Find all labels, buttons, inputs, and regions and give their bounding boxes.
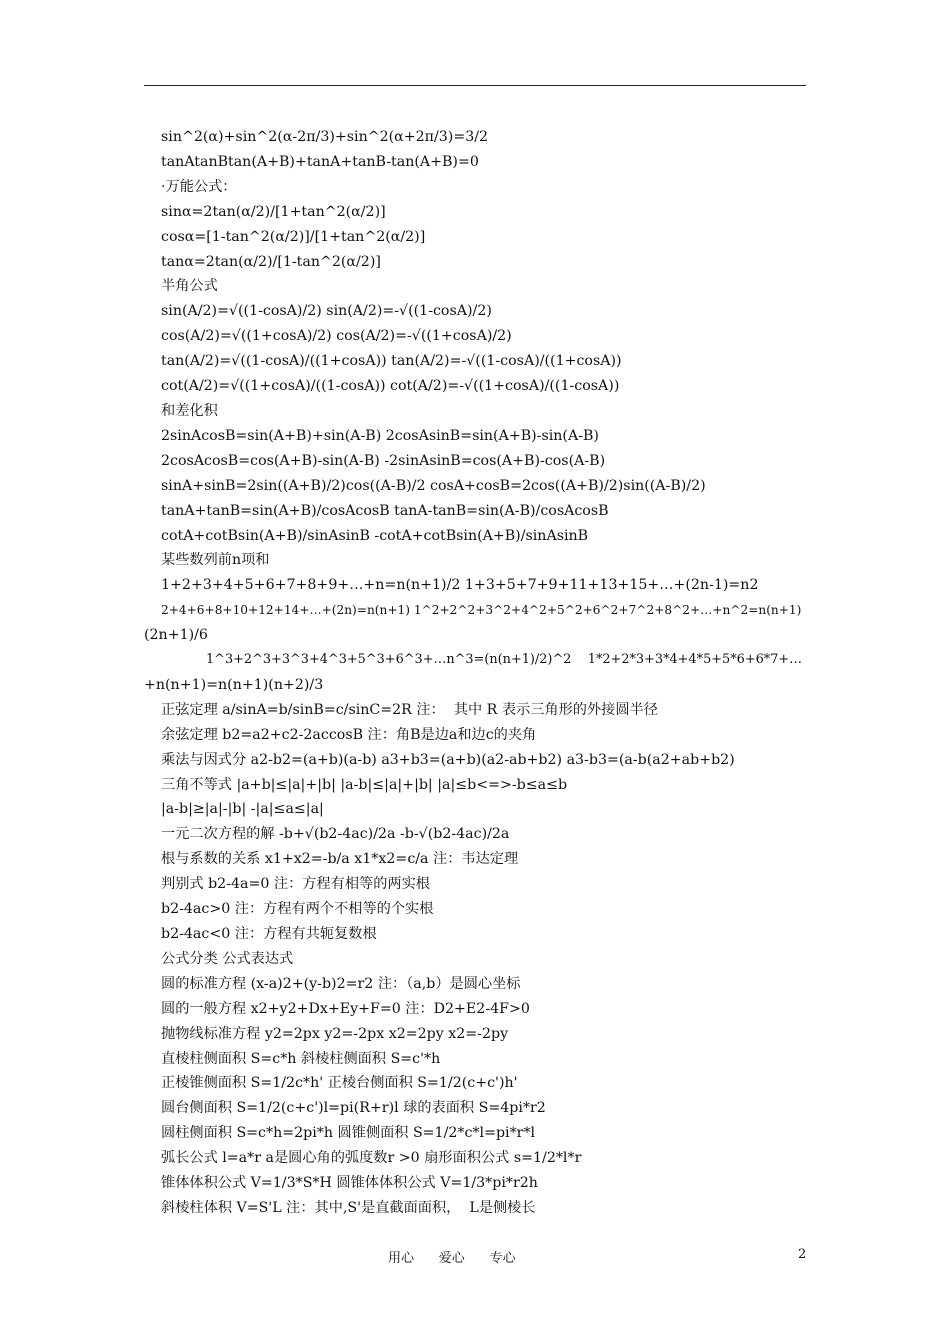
formula-line: cos(A/2)=√((1+cosA)/2) cos(A/2)=-√((1+cosA)/2) <box>161 328 512 345</box>
header-rule <box>144 85 806 86</box>
formula-line: 正棱锥侧面积 S=1/2c*h' 正棱台侧面积 S=1/2(c+c')h' <box>161 1075 518 1092</box>
formula-line: cot(A/2)=√((1+cosA)/((1-cosA)) cot(A/2)=-√((1+cosA)/((1-cosA)) <box>161 378 620 395</box>
formula-line-wrapped-start: 1^3+2^3+3^3+4^3+5^3+6^3+…n^3=(n(n+1)/2)^2 1*2+2*3+3*4+4*5+5*6+6*7+… <box>206 652 803 668</box>
formula-line: 正弦定理 a/sinA=b/sinB=c/sinC=2R 注： 其中 R 表示三角形的外接圆半径 <box>161 701 658 718</box>
formula-line-wrapped-start: 2+4+6+8+10+12+14+…+(2n)=n(n+1) 1^2+2^2+3^2+4^2+5^2+6^2+7^2+8^2+…+n^2=n(n+1) <box>161 603 802 618</box>
section-heading: ·万能公式： <box>161 178 237 195</box>
page-number: 2 <box>798 1247 807 1262</box>
formula-line: 判别式 b2-4a=0 注：方程有相等的两实根 <box>161 876 430 893</box>
formula-line: b2-4ac>0 注：方程有两个不相等的个实根 <box>161 901 434 918</box>
document-body <box>144 125 808 1221</box>
footer-motto: 用心 爱心 专心 <box>388 1251 516 1266</box>
formula-line: 圆台侧面积 S=1/2(c+c')l=pi(R+r)l 球的表面积 S=4pi*r2 <box>161 1100 546 1117</box>
section-heading: 和差化积 <box>161 402 218 419</box>
formula-line: sinA+sinB=2sin((A+B)/2)cos((A-B)/2 cosA+cosB=2cos((A+B)/2)sin((A-B)/2) <box>161 477 706 494</box>
formula-line-wrapped-end: +n(n+1)=n(n+1)(n+2)/3 <box>144 676 324 693</box>
section-heading: 半角公式 <box>161 278 218 295</box>
formula-line: 公式分类 公式表达式 <box>161 950 294 967</box>
formula-line: 圆的标准方程 (x-a)2+(y-b)2=r2 注：（a,b）是圆心坐标 <box>161 975 521 992</box>
formula-line: 斜棱柱体积 V=S'L 注：其中,S'是直截面面积， L是侧棱长 <box>161 1199 536 1216</box>
formula-line: 根与系数的关系 x1+x2=-b/a x1*x2=c/a 注：韦达定理 <box>161 851 519 868</box>
formula-line: |a-b|≥|a|-|b| -|a|≤a≤|a| <box>161 801 324 818</box>
formula-line: 圆的一般方程 x2+y2+Dx+Ey+F=0 注：D2+E2-4F>0 <box>161 1000 530 1017</box>
formula-line: 锥体体积公式 V=1/3*S*H 圆锥体体积公式 V=1/3*pi*r2h <box>161 1175 538 1192</box>
formula-line: sin^2(α)+sin^2(α-2π/3)+sin^2(α+2π/3)=3/2 <box>161 129 489 145</box>
formula-line: 2sinAcosB=sin(A+B)+sin(A-B) 2cosAsinB=sin(A+B)-sin(A-B) <box>161 427 599 444</box>
formula-line: 三角不等式 |a+b|≤|a|+|b| |a-b|≤|a|+|b| |a|≤b<=>-b≤a≤b <box>161 776 568 793</box>
formula-line: 2cosAcosB=cos(A+B)-sin(A-B) -2sinAsinB=cos(A+B)-cos(A-B) <box>161 452 606 469</box>
formula-line: 圆柱侧面积 S=c*h=2pi*h 圆锥侧面积 S=1/2*c*l=pi*r*l <box>161 1125 536 1142</box>
formula-line: 抛物线标准方程 y2=2px y2=-2px x2=2py x2=-2py <box>161 1025 509 1042</box>
formula-line: tanα=2tan(α/2)/[1-tan^2(α/2)] <box>161 253 381 270</box>
formula-line: cotA+cotBsin(A+B)/sinAsinB -cotA+cotBsin(A+B)/sinAsinB <box>161 527 589 544</box>
formula-line: cosα=[1-tan^2(α/2)]/[1+tan^2(α/2)] <box>161 228 426 245</box>
formula-line: 直棱柱侧面积 S=c*h 斜棱柱侧面积 S=c'*h <box>161 1050 441 1067</box>
formula-line: 余弦定理 b2=a2+c2-2accosB 注：角B是边a和边c的夹角 <box>161 726 537 743</box>
formula-line: tanA+tanB=sin(A+B)/cosAcosB tanA-tanB=sin(A-B)/cosAcosB <box>161 502 609 519</box>
formula-line: 一元二次方程的解 -b+√(b2-4ac)/2a -b-√(b2-4ac)/2a <box>161 826 510 843</box>
formula-line: tanAtanBtan(A+B)+tanA+tanB-tan(A+B)=0 <box>161 153 479 170</box>
formula-line: 乘法与因式分 a2-b2=(a+b)(a-b) a3+b3=(a+b)(a2-ab+b2) a3-b3=(a-b(a2+ab+b2) <box>161 751 735 768</box>
formula-line: b2-4ac<0 注：方程有共轭复数根 <box>161 926 377 942</box>
formula-line: 弧长公式 l=a*r a是圆心角的弧度数r >0 扇形面积公式 s=1/2*l*r <box>161 1150 582 1167</box>
formula-line-wrapped-end: (2n+1)/6 <box>144 627 208 644</box>
formula-line: sinα=2tan(α/2)/[1+tan^2(α/2)] <box>161 203 386 220</box>
formula-line: 1+2+3+4+5+6+7+8+9+…+n=n(n+1)/2 1+3+5+7+9+11+13+15+…+(2n-1)=n2 <box>161 577 759 594</box>
formula-line: tan(A/2)=√((1-cosA)/((1+cosA)) tan(A/2)=-√((1-cosA)/((1+cosA)) <box>161 353 622 370</box>
section-heading: 某些数列前n项和 <box>161 552 270 569</box>
formula-line: sin(A/2)=√((1-cosA)/2) sin(A/2)=-√((1-cosA)/2) <box>161 303 492 320</box>
